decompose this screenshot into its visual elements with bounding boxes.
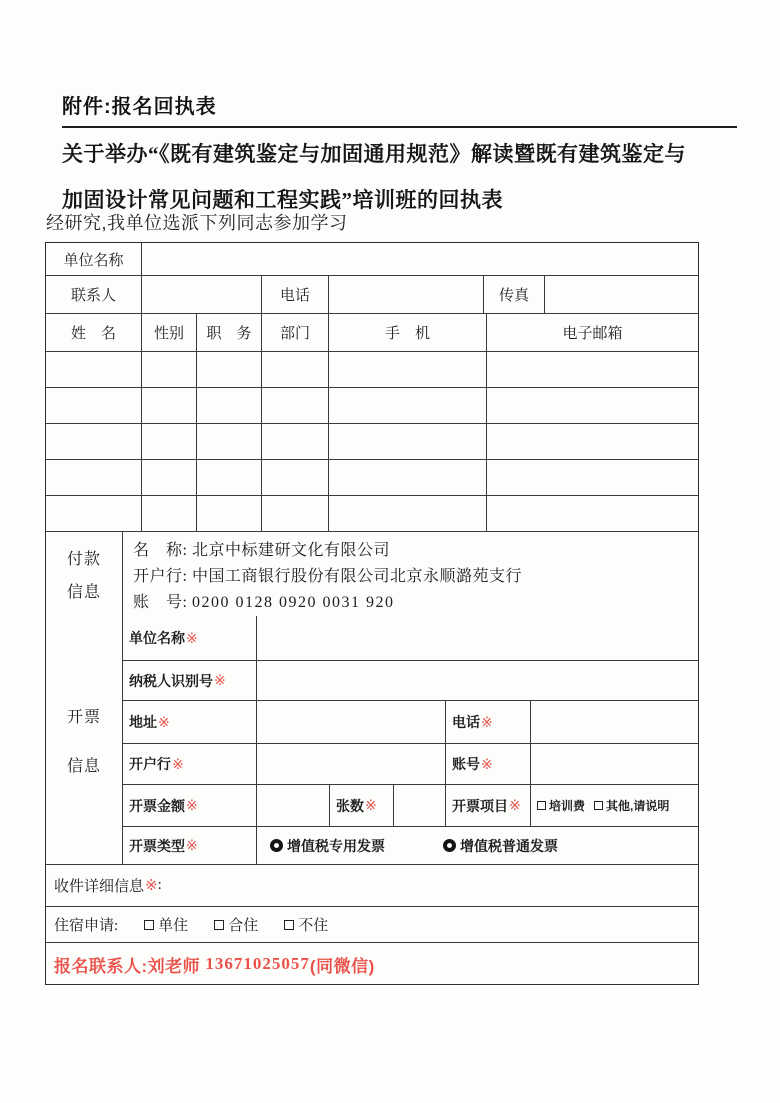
invoice-account-value-cell [530,744,698,784]
invoice-taxid-label: 纳税人识别号 ※ [129,672,226,689]
project-option-other: 其他,请说明 [594,797,669,814]
phone-value-cell [328,276,483,313]
payee-account-line: 账 号: 0200 0128 0920 0031 920 [133,593,395,611]
invoice-project-label: 开票项目 ※ [445,785,530,826]
invoice-type-options-cell [256,827,698,864]
invoice-count-label: 张数 ※ [329,785,393,826]
attendee-row [46,423,698,459]
accommodation-label: 住宿申请: [54,918,119,934]
invoice-address-row [123,700,698,743]
invoice-amount-value-cell [256,785,329,826]
accommodation-row [46,906,698,942]
unit-name-row [46,243,698,275]
invoice-account-label: 账号 ※ [445,744,530,784]
recipient-row [46,864,698,906]
accommodation-option-shared: 合住 [214,914,258,935]
intro-sentence: 经研究,我单位选派下列同志参加学习 [46,213,348,233]
fax-value-cell [544,276,698,313]
contact-row [46,275,698,313]
invoice-taxid-value-cell [256,661,698,700]
header-department: 部门 [261,314,328,351]
header-name: 姓 名 [70,326,116,342]
invoice-bank-label: 开户行 ※ [129,755,184,772]
checkbox-icon [214,920,224,930]
signup-contact-label: 报名联系人:刘老师 [54,956,201,976]
signup-contact-row [46,942,698,985]
invoice-type-label: 开票类型 ※ [129,837,198,854]
accommodation-option-none: 不住 [284,914,328,935]
attendee-row [46,387,698,423]
checkbox-icon [144,920,154,930]
checkbox-icon [537,801,546,810]
header-gender: 性别 [141,314,196,351]
accommodation-option-single: 单住 [144,914,188,935]
attendee-row [46,495,698,531]
project-option-training-fee: 培训费 [537,797,585,814]
attendee-header-row [46,313,698,351]
payee-bank-line: 开户行: 中国工商银行股份有限公司北京永顺潞苑支行 [133,567,522,585]
type-option-general-vat: 增值税普通发票 [443,836,558,856]
invoice-taxid-row [123,660,698,700]
attachment-title: 附件:报名回执表 [62,90,737,128]
invoice-type-row [123,826,698,864]
header-email: 电子邮箱 [486,314,698,351]
header-title: 职 务 [196,314,261,351]
recipient-label: 收件详细信息 ※ : [54,877,162,895]
contact-label: 联系人 [70,288,116,304]
header-mobile: 手 机 [328,314,486,351]
invoice-company-row [123,616,698,660]
payment-section-label: 付款 信息 [66,551,101,601]
invoice-address-label: 地址 ※ [129,713,170,730]
phone-label: 电话 [261,276,328,313]
form-heading-line1: 关于举办“《既有建筑鉴定与加固通用规范》解读暨既有建筑鉴定与 [62,142,686,166]
attendee-row [46,459,698,495]
invoice-address-value-cell [256,701,445,743]
unit-name-value-cell [141,243,698,275]
unit-name-label: 单位名称 [63,252,124,269]
invoice-bank-value-cell [256,744,445,784]
radio-icon [443,839,456,852]
invoice-bank-row [123,743,698,784]
signup-contact-wechat-note: (同微信) [309,956,375,976]
radio-icon [270,839,283,852]
invoice-phone-value-cell [530,701,698,743]
type-option-special-vat: 增值税专用发票 [270,836,385,856]
checkbox-icon [284,920,294,930]
form-heading-line2: 加固设计常见问题和工程实践”培训班的回执表 [62,188,503,212]
fax-label: 传真 [483,276,544,313]
invoice-rows [122,616,698,864]
checkbox-icon [594,801,603,810]
payment-section [46,531,698,616]
invoice-section [46,616,698,864]
invoice-project-options-cell [530,785,698,826]
invoice-company-label: 单位名称 ※ [129,629,198,646]
invoice-amount-label: 开票金额 ※ [129,797,198,814]
invoice-company-value-cell [256,616,698,660]
registration-form-table [45,242,699,985]
payment-details [122,532,698,616]
invoice-phone-label: 电话 ※ [445,701,530,743]
payee-name-line: 名 称: 北京中标建研文化有限公司 [133,541,390,559]
invoice-section-label: 开票 信息 [66,709,101,775]
invoice-count-value-cell [393,785,445,826]
invoice-amount-row [123,784,698,826]
signup-contact-phone: 13671025057 [205,954,310,973]
contact-value-cell [141,276,261,313]
attendee-row [46,351,698,387]
